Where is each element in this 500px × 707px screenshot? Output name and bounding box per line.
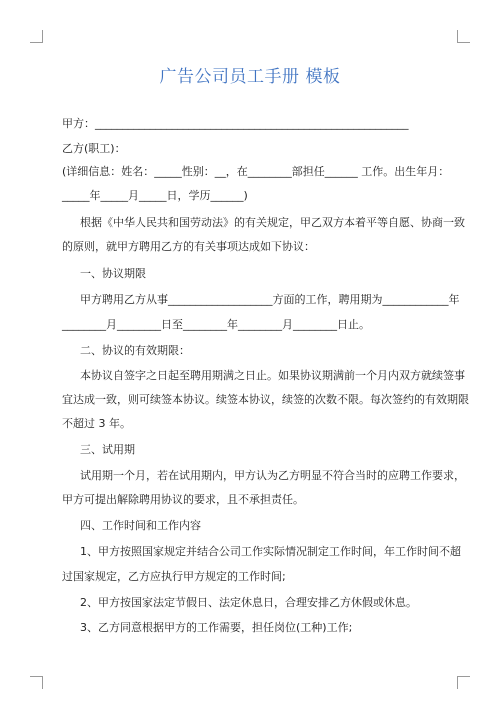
section-2-heading: 二、协议的有效期限： — [80, 344, 190, 357]
corner-mark-bottom-right — [457, 676, 470, 689]
page-title: 广告公司员工手册 模板 — [159, 67, 341, 87]
details-line-1: (详细信息：姓名：_____性别：__，在________部担任______ 工作。出生年月： — [62, 165, 450, 178]
section-4-item-1-line-2: 过国家规定，乙方应执行甲方规定的工作时间; — [62, 570, 286, 583]
details-line-2: _____年_____月_____日，学历______) — [62, 189, 248, 202]
corner-mark-bottom-left — [30, 676, 43, 689]
corner-mark-top-left — [30, 30, 43, 43]
section-3-line-1: 试用期一个月，若在试用期内，甲方认为乙方明显不符合当时的应聘工作要求， — [80, 469, 465, 482]
party-b-line: 乙方(职工)： — [62, 142, 126, 155]
intro-line-1: 根据《中华人民共和国劳动法》的有关规定，甲乙双方本着平等自愿、协商一致 — [80, 216, 465, 229]
section-1-line-2: ________月________日至________年________月________日止。 — [62, 318, 370, 331]
section-4-item-2: 2、甲方按国家法定节假日、法定休息日，合理安排乙方休假或休息。 — [80, 596, 417, 609]
section-1-line-1: 甲方聘用乙方从事___________________方面的工作，聘用期为____________年 — [80, 293, 460, 306]
section-2-line-1: 本协议自签字之日起至聘用期满之日止。如果协议期满前一个月内双方就续签事 — [80, 369, 465, 382]
section-1-heading: 一、协议期限 — [80, 267, 146, 280]
corner-mark-top-right — [457, 30, 470, 43]
party-a-line: 甲方：_________________________________________________________ — [62, 117, 409, 130]
section-4-heading: 四、工作时间和工作内容 — [80, 519, 201, 532]
intro-line-2: 的原则，就甲方聘用乙方的有关事项达成如下协议： — [62, 240, 315, 253]
section-4-item-3: 3、乙方同意根据甲方的工作需要，担任岗位(工种)工作; — [80, 621, 353, 634]
section-2-line-2: 宜达成一致，则可续签本协议。续签本协议，续签的次数不限。每次签约的有效期限 — [62, 393, 469, 406]
section-3-heading: 三、试用期 — [80, 443, 135, 456]
section-2-line-3: 不超过 3 年。 — [62, 417, 131, 430]
section-3-line-2: 甲方可提出解除聘用协议的要求，且不承担责任。 — [62, 493, 304, 506]
section-4-item-1-line-1: 1、甲方按照国家规定并结合公司工作实际情况制定工作时间，年工作时间不超 — [80, 545, 461, 558]
